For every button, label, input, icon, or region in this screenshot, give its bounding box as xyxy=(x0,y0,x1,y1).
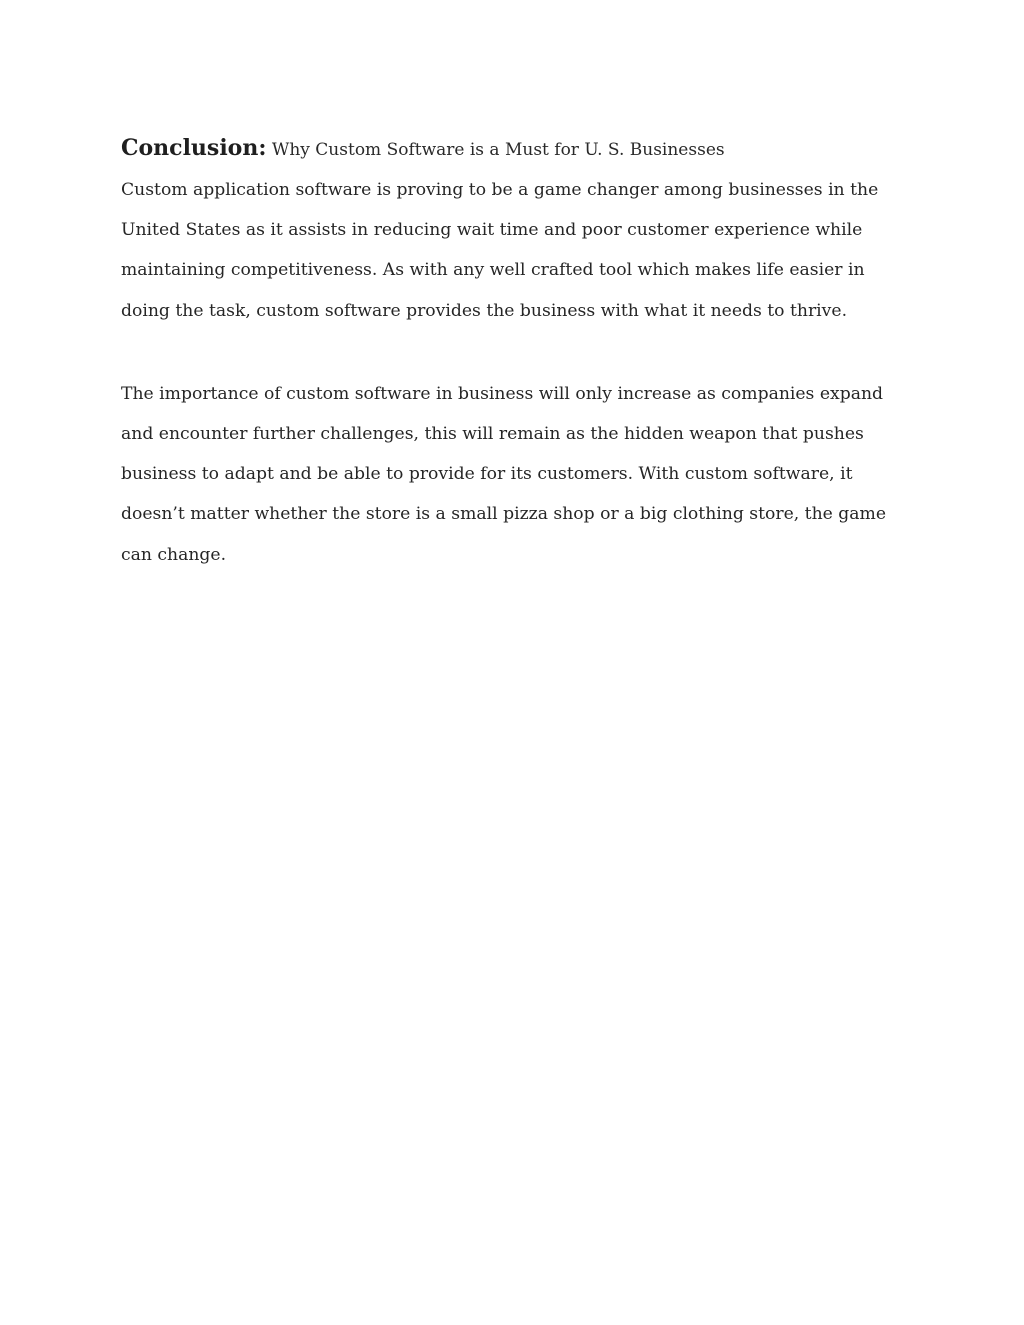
paragraph-line: United States as it assists in reducing wait time and poor customer experience while xyxy=(121,220,863,241)
paragraph-line: business to adapt and be able to provide for its customers. With custom software, it xyxy=(121,464,853,485)
paragraph-line: maintaining competitiveness. As with any well crafted tool which makes life easier in xyxy=(121,260,865,281)
paragraph-line: Custom application software is proving to be a game changer among businesses in the xyxy=(121,180,879,200)
paragraph-line: The importance of custom software in business will only increase as companies expand xyxy=(121,383,884,404)
paragraph-line: can change. xyxy=(121,544,227,565)
heading-subtitle: Why Custom Software is a Must for U. S. Businesses xyxy=(266,140,725,160)
paragraph-line: doesn’t matter whether the store is a small pizza shop or a big clothing store, the game xyxy=(121,504,887,525)
paragraph-2 xyxy=(121,374,911,575)
section-heading xyxy=(121,128,911,170)
paragraph-1 xyxy=(121,170,911,331)
paragraph-spacer xyxy=(121,331,911,374)
paragraph-line: doing the task, custom software provides the business with what it needs to thrive. xyxy=(121,300,848,321)
document-content xyxy=(121,128,911,575)
paragraph-line: and encounter further challenges, this will remain as the hidden weapon that pushes xyxy=(121,424,864,445)
heading-label: Conclusion: xyxy=(121,135,267,161)
